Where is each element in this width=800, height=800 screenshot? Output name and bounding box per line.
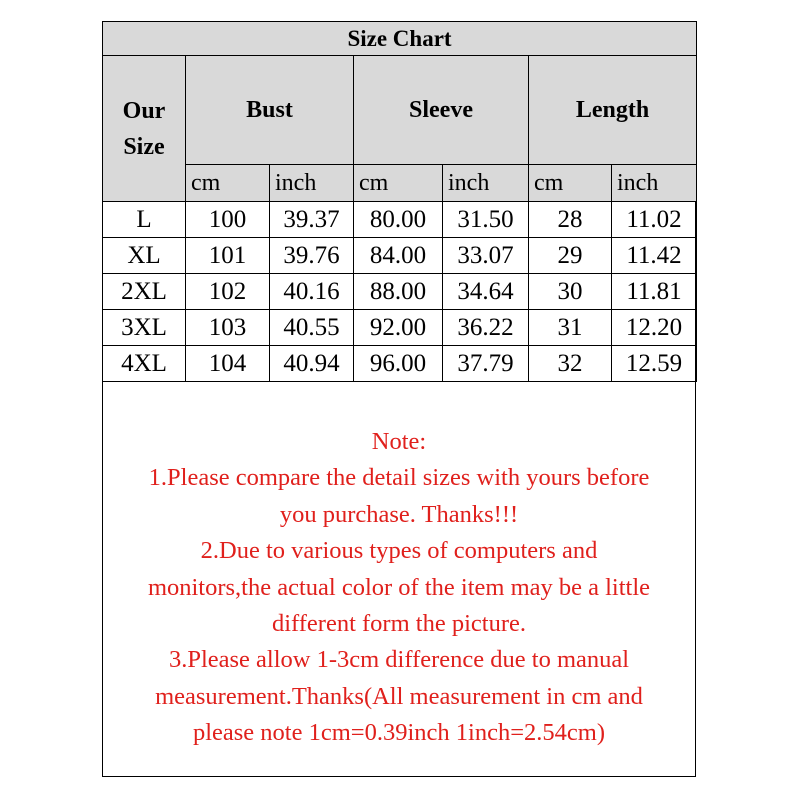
table-row	[103, 310, 697, 346]
note-line: 3.Please allow 1-3cm difference due to manual	[168, 646, 630, 674]
cell-bust-cm: 101	[186, 238, 270, 274]
cell-length-cm: 32	[529, 346, 612, 382]
cell-length-cm: 28	[529, 202, 612, 238]
note-line: 1.Please compare the detail sizes with yours before	[148, 464, 650, 492]
cell-length-inch: 11.81	[612, 274, 697, 310]
cell-length-inch: 12.20	[612, 310, 697, 346]
unit-sleeve-cm: cm	[354, 165, 443, 202]
size-chart-table	[102, 21, 697, 382]
cell-size: XL	[103, 238, 186, 274]
cell-length-inch: 11.02	[612, 202, 697, 238]
cell-length-inch: 12.59	[612, 346, 697, 382]
cell-sleeve-inch: 31.50	[443, 202, 529, 238]
header-sleeve: Sleeve	[354, 56, 529, 165]
cell-bust-cm: 103	[186, 310, 270, 346]
unit-bust-cm: cm	[186, 165, 270, 202]
unit-bust-inch: inch	[270, 165, 354, 202]
cell-bust-inch: 39.76	[270, 238, 354, 274]
cell-sleeve-cm: 88.00	[354, 274, 443, 310]
note-heading: Note:	[371, 428, 427, 455]
note-line: monitors,the actual color of the item may be a little	[147, 573, 651, 601]
header-length: Length	[529, 56, 697, 165]
cell-bust-inch: 39.37	[270, 202, 354, 238]
table-row	[103, 202, 697, 238]
header-bust: Bust	[186, 56, 354, 165]
unit-length-inch: inch	[612, 165, 697, 202]
cell-length-cm: 31	[529, 310, 612, 346]
cell-bust-cm: 104	[186, 346, 270, 382]
cell-bust-inch: 40.55	[270, 310, 354, 346]
chart-title: Size Chart	[103, 22, 697, 56]
cell-length-inch: 11.42	[612, 238, 697, 274]
table-row	[103, 238, 697, 274]
cell-sleeve-cm: 80.00	[354, 202, 443, 238]
cell-bust-inch: 40.16	[270, 274, 354, 310]
cell-sleeve-inch: 33.07	[443, 238, 529, 274]
cell-length-cm: 30	[529, 274, 612, 310]
header-our-size-line1: Our	[122, 97, 166, 124]
cell-sleeve-cm: 84.00	[354, 238, 443, 274]
table-row	[103, 346, 697, 382]
cell-length-cm: 29	[529, 238, 612, 274]
note-line: different form the picture.	[272, 610, 526, 638]
cell-sleeve-inch: 36.22	[443, 310, 529, 346]
note-line: please note 1cm=0.39inch 1inch=2.54cm)	[192, 719, 606, 747]
cell-sleeve-inch: 37.79	[443, 346, 529, 382]
note-line: measurement.Thanks(All measurement in cm and	[155, 682, 643, 710]
cell-sleeve-cm: 92.00	[354, 310, 443, 346]
note-line: 2.Due to various types of computers and	[200, 537, 598, 565]
header-our-size	[103, 56, 186, 202]
note-line: you purchase. Thanks!!!	[279, 500, 519, 528]
cell-sleeve-cm: 96.00	[354, 346, 443, 382]
table-row	[103, 274, 697, 310]
header-our-size-line2: Size	[123, 133, 165, 160]
cell-size: 4XL	[103, 346, 186, 382]
cell-size: 3XL	[103, 310, 186, 346]
cell-sleeve-inch: 34.64	[443, 274, 529, 310]
cell-bust-cm: 100	[186, 202, 270, 238]
unit-length-cm: cm	[529, 165, 612, 202]
cell-size: L	[103, 202, 186, 238]
cell-size: 2XL	[103, 274, 186, 310]
unit-sleeve-inch: inch	[443, 165, 529, 202]
cell-bust-inch: 40.94	[270, 346, 354, 382]
cell-bust-cm: 102	[186, 274, 270, 310]
notes-block	[104, 424, 694, 752]
